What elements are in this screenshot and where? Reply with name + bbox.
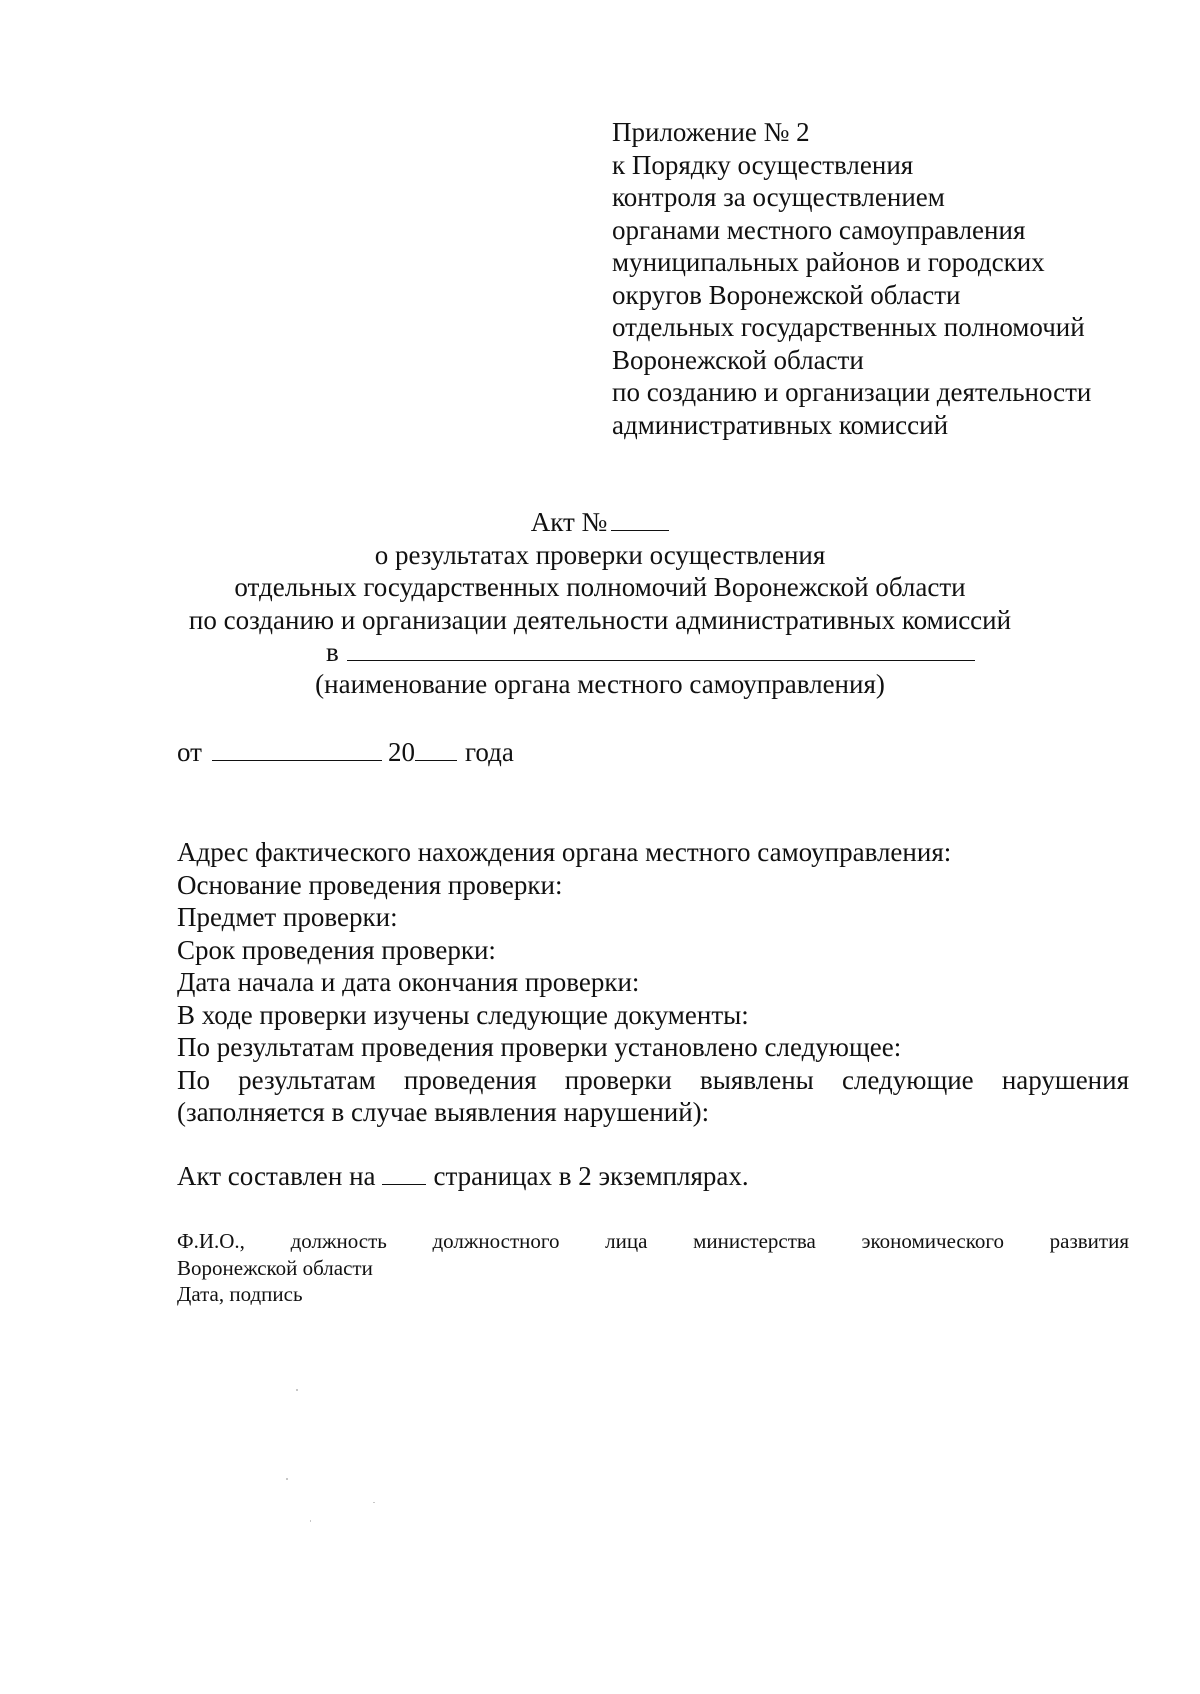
scan-speck — [286, 1478, 288, 1480]
established-field: По результатам проведения проверки установлено следующее: — [177, 1032, 902, 1062]
date-suffix: года — [464, 737, 514, 767]
annex-line: контроля за осуществлением — [612, 182, 945, 212]
act-title-prefix: Акт № — [530, 507, 608, 537]
signature-official-line: Ф.И.О., должность должностного лица министерства экономического развития — [177, 1229, 1129, 1253]
basis-field: Основание проведения проверки: — [177, 869, 563, 900]
signature-region-line: Воронежской области — [177, 1255, 373, 1280]
scan-speck — [310, 1520, 311, 1522]
scan-speck — [296, 1389, 298, 1391]
year-prefix: 20 — [387, 737, 415, 767]
year-blank — [415, 738, 457, 761]
pages-count-row — [177, 1160, 749, 1193]
violations-note: (заполняется в случае выявления нарушений): — [177, 1097, 710, 1127]
act-title-block — [150, 506, 1050, 636]
organization-caption: (наименование органа местного самоуправления) — [315, 669, 885, 699]
act-subtitle-line: отдельных государственных полномочий Воронежской области — [234, 572, 966, 602]
pages-prefix: Акт составлен на — [177, 1161, 376, 1191]
inspection-fields — [177, 836, 1129, 1129]
date-from-label: от — [177, 737, 202, 767]
annex-line: Приложение № 2 — [612, 117, 810, 147]
organization-blank — [347, 638, 975, 661]
act-subtitle-line: по созданию и организации деятельности административных комиссий — [188, 604, 1012, 635]
annex-line: административных комиссий — [612, 409, 949, 440]
annex-header — [612, 116, 1152, 441]
annex-line: округов Воронежской области — [612, 279, 961, 310]
signature-date-line: Дата, подпись — [177, 1282, 303, 1306]
organization-row — [326, 636, 975, 669]
term-field: Срок проведения проверки: — [177, 934, 496, 965]
act-date-row — [177, 736, 514, 769]
date-blank — [212, 738, 382, 761]
act-number-blank — [611, 506, 669, 531]
act-subtitle-line: о результатах проверки осуществления — [374, 539, 826, 570]
pages-blank — [382, 1162, 426, 1185]
dates-field: Дата начала и дата окончания проверки: — [177, 967, 640, 997]
scan-speck — [373, 1502, 375, 1503]
annex-line: органами местного самоуправления — [612, 214, 1026, 245]
violations-field: По результатам проведения проверки выявлены следующие нарушения — [177, 1064, 1129, 1095]
pages-suffix: страницах в 2 экземплярах. — [433, 1161, 749, 1191]
annex-line: муниципальных районов и городских — [612, 247, 1045, 277]
in-label: в — [326, 637, 339, 667]
subject-field: Предмет проверки: — [177, 902, 398, 932]
annex-line: отдельных государственных полномочий — [612, 312, 1085, 342]
annex-line: по созданию и организации деятельности — [612, 377, 1092, 407]
address-field: Адрес фактического нахождения органа местного самоуправления: — [177, 837, 952, 867]
documents-field: В ходе проверки изучены следующие документы: — [177, 999, 749, 1030]
act-title — [150, 506, 1050, 539]
annex-line: к Порядку осуществления — [612, 149, 914, 180]
annex-line: Воронежской области — [612, 344, 864, 375]
signature-block — [177, 1228, 1129, 1308]
